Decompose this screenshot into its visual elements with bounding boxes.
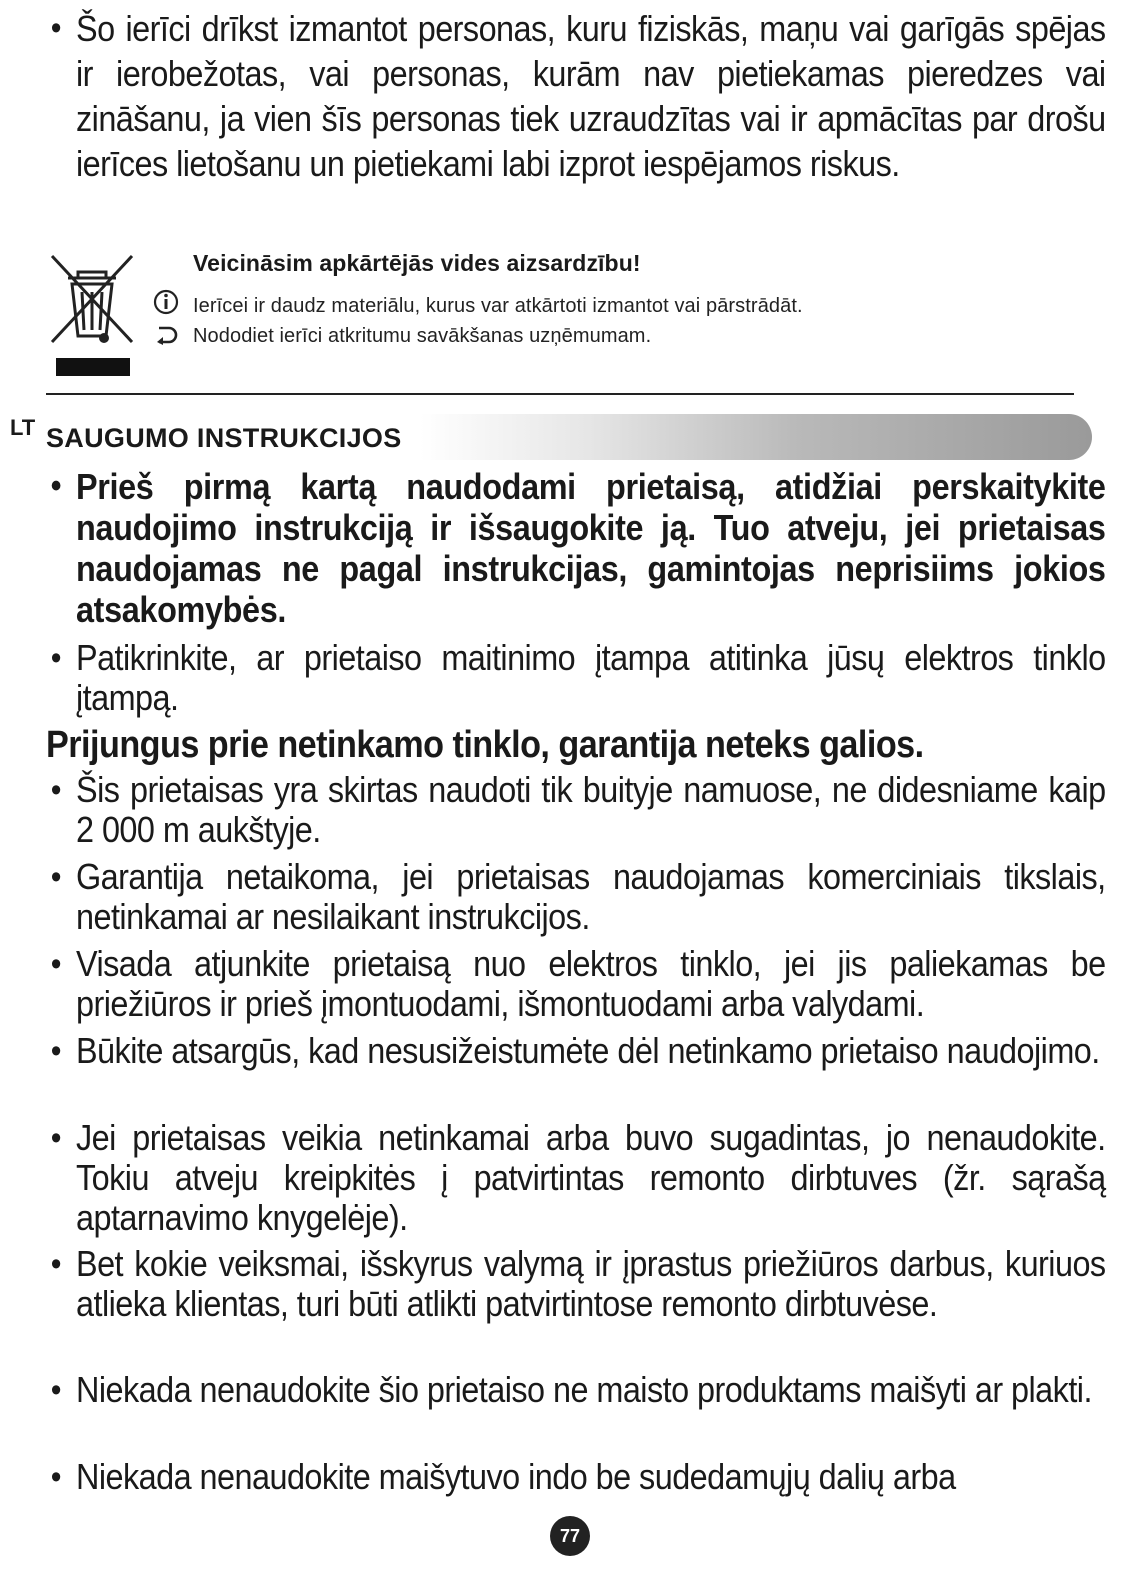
lt-list-item [50, 1369, 1106, 1410]
bullet: • [50, 1245, 61, 1283]
lt-voltage-bullet [50, 637, 1106, 718]
lt-list-item [50, 856, 1106, 937]
crossed-out-wheelie-bin-icon [48, 250, 136, 378]
lt-voltage-text: Patikrinkite, ar prietaiso maitinimo įtampa atitinka jūsų elektros tinklo įtampą. [76, 637, 1106, 718]
lt-list-item-text: Niekada nenaudokite šio prietaiso ne maisto produktams maišyti ar plakti. [76, 1369, 1092, 1410]
lt-list-item [50, 1456, 1106, 1497]
bullet: • [50, 1119, 61, 1157]
warranty-warning: Prijungus prie netinkamo tinklo, garantija neteks galios. [46, 724, 924, 766]
bullet: • [50, 639, 61, 677]
bullet: • [50, 467, 62, 505]
lt-list-item-text: Niekada nenaudokite maišytuvo indo be sudedamųjų dalių arba [76, 1456, 956, 1497]
lt-intro-text: Prieš pirmą kartą naudodami prietaisą, atidžiai perskaitykite naudojimo instrukciją ir išsaugokite ją. Tuo atveju, jei prietaisas naudojamas ne pagal instrukcijas, gamintojas neprisiims jokios atsakomybės. [76, 466, 1106, 630]
bullet: • [50, 1371, 61, 1409]
lt-list-item [50, 1243, 1106, 1324]
bullet: • [50, 945, 61, 983]
lv-paragraph-text: Šo ierīci drīkst izmantot personas, kuru fiziskās, maņu vai garīgās spējas ir ierobežotas, vai personas, kurām nav pietiekamas pieredzes vai zināšanu, ja vien šīs personas tiek uzraudzītas vai ir apmācītas par drošu ierīces lietošanu un pietiekami labi izprot iespējamos riskus. [76, 8, 1106, 184]
arrow-return-icon [155, 325, 179, 345]
lt-intro-bullet [50, 466, 1106, 630]
info-icon [153, 289, 179, 315]
bullet: • [50, 771, 61, 809]
env-recycle-text: Ierīcei ir daudz materiālu, kurus var atkārtoti izmantot vai pārstrādāt. [193, 295, 803, 317]
lt-list-item-text: Visada atjunkite prietaisą nuo elektros tinklo, jei jis paliekamas be priežiūros ir prieš įmontuodami, išmontuodami arba valydami. [76, 943, 1106, 1024]
language-tag: LT [10, 415, 36, 440]
lt-list-item-text: Bet kokie veiksmai, išskyrus valymą ir įprastus priežiūros darbus, kuriuos atlieka klientas, turi būti atlikti patvirtintose remonto dirbtuvėse. [76, 1243, 1106, 1324]
bullet: • [50, 9, 61, 47]
bullet: • [50, 1458, 61, 1496]
bullet: • [50, 858, 61, 896]
lv-bullet-paragraph [50, 6, 1106, 186]
lt-list-item [50, 769, 1106, 850]
lt-list-item [50, 1117, 1106, 1238]
lt-list-item-text: Šis prietaisas yra skirtas naudoti tik buityje namuose, ne didesniame kaip 2 000 m aukštyje. [76, 769, 1106, 850]
lt-list-item [50, 1030, 1106, 1071]
lt-list-item-text: Būkite atsargūs, kad nesusižeistumėte dėl netinkamo prietaiso naudojimo. [76, 1030, 1100, 1071]
lt-list-item-text: Garantija netaikoma, jei prietaisas naudojamas komerciniais tikslais, netinkamai ar nesilaikant instrukcijos. [76, 856, 1106, 937]
env-title: Veicināsim apkārtējās vides aizsardzību! [193, 250, 641, 276]
section-title: SAUGUMO INSTRUKCIJOS [46, 423, 402, 453]
section-divider [46, 393, 1074, 395]
bullet: • [50, 1032, 61, 1070]
lt-list-item [50, 943, 1106, 1024]
env-dispose-text: Nododiet ierīci atkritumu savākšanas uzņēmumam. [193, 325, 652, 347]
page-number: 77 [550, 1516, 590, 1556]
lt-list-item-text: Jei prietaisas veikia netinkamai arba buvo sugadintas, jo nenaudokite. Tokiu atveju kreipkitės į patvirtintas remonto dirbtuves (žr. sąrašą aptarnavimo knygelėje). [76, 1117, 1106, 1238]
